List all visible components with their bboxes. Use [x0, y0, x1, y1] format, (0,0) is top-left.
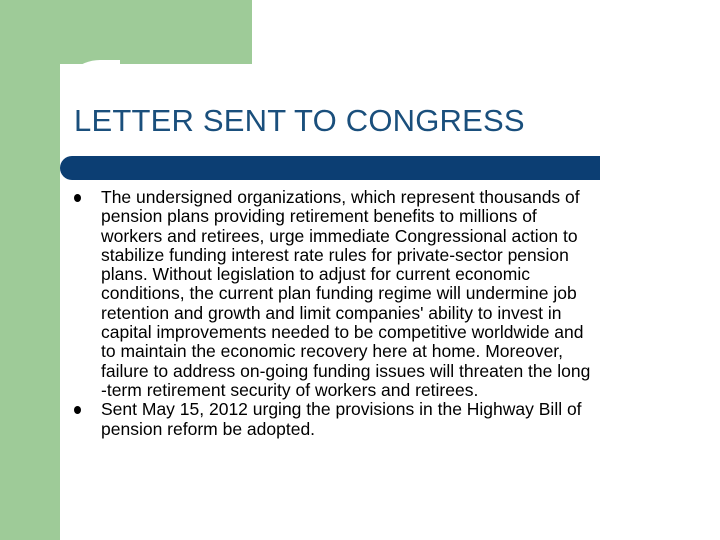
bullet-text-line: to maintain the economic recovery here at home. Moreover,	[101, 341, 564, 362]
bullet-text-line: pension reform be adopted.	[101, 418, 316, 439]
bullet-text-line: The undersigned organizations, which represent thousands of	[101, 187, 580, 207]
bullet-text-line: capital improvements needed to be competitive worldwide and	[101, 322, 584, 343]
bullet-icon	[74, 194, 81, 202]
slide-title: LETTER SENT TO CONGRESS	[74, 103, 525, 138]
bullet-text-line: workers and retirees, urge immediate Congressional action to	[101, 225, 578, 246]
title-underline-bar	[60, 156, 600, 180]
bullet-item-letter	[74, 188, 674, 400]
bullet-icon	[74, 406, 81, 414]
bullet-text-line: pension plans providing retirement benefits to millions of	[101, 206, 537, 227]
bullet-text-line: stabilize funding interest rate rules for private-sector pension	[101, 244, 569, 265]
green-accent-left	[0, 0, 60, 540]
bullet-text-line: plans. Without legislation to adjust for current economic	[101, 264, 530, 285]
bullet-list	[74, 188, 674, 439]
bullet-text-line: -term retirement security of workers and retirees.	[101, 379, 479, 400]
bullet-text-line: retention and growth and limit companies' ability to invest in	[101, 302, 562, 323]
bullet-text-line: Sent May 15, 2012 urging the provisions in the Highway Bill of	[101, 399, 582, 420]
bullet-item-sent-date	[74, 400, 674, 439]
bullet-text-line: failure to address on-going funding issues will threaten the long	[101, 360, 591, 381]
bullet-text-line: conditions, the current plan funding regime will undermine job	[101, 283, 577, 304]
